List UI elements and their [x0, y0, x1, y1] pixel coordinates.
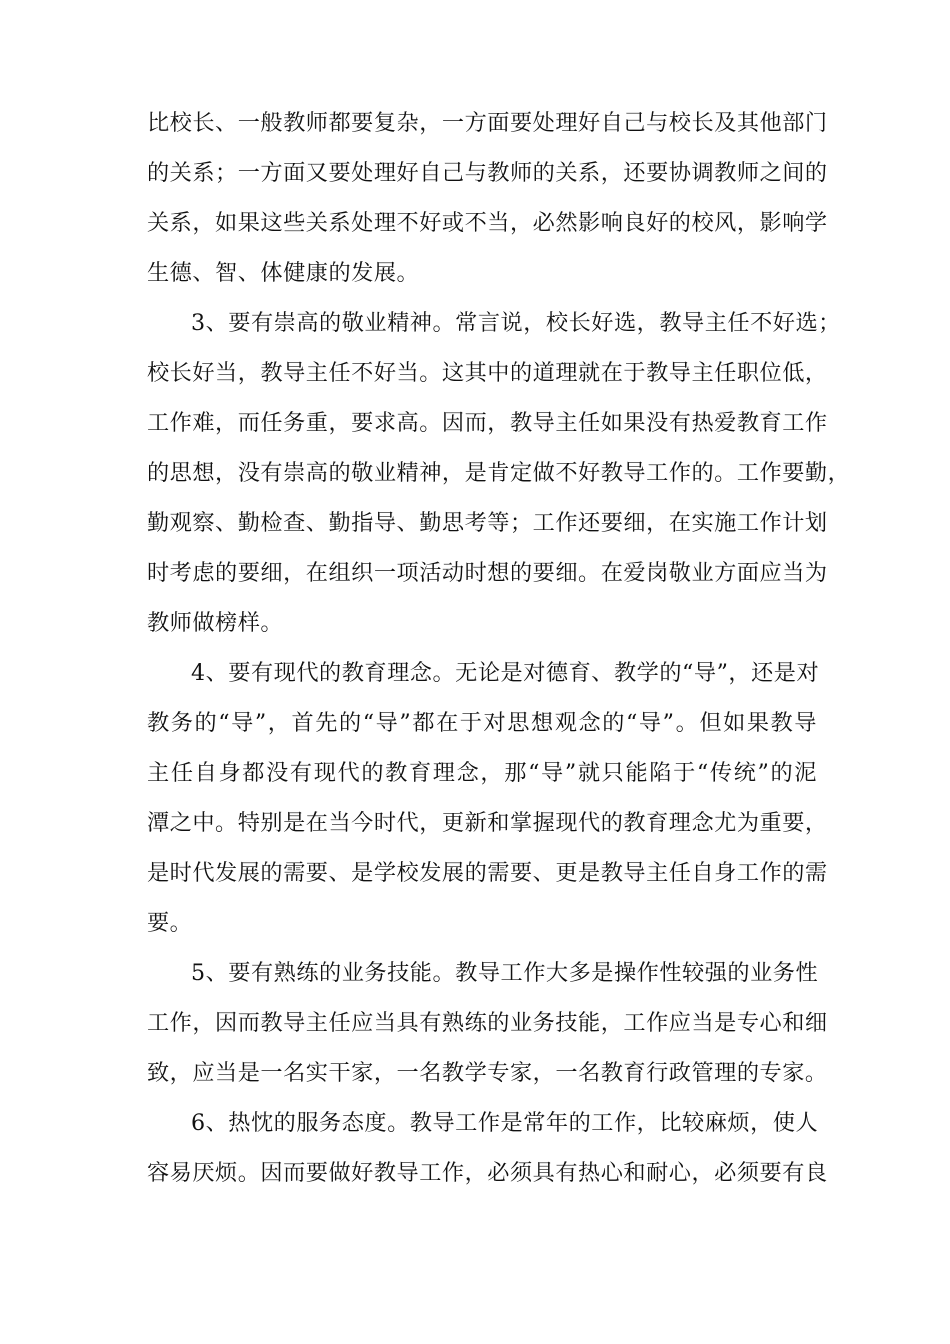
text-line: 工作难，而任务重，要求高。因而，教导主任如果没有热爱教育工作 [147, 410, 828, 436]
text-line: 教务的“导”，首先的“导”都在于对思想观念的“导”。但如果教导 [147, 710, 817, 736]
text-line: 容易厌烦。因而要做好教导工作，必须具有热心和耐心，必须要有良 [147, 1160, 828, 1186]
text-line: 关系，如果这些关系处理不好或不当，必然影响良好的校风，影响学 [147, 210, 828, 236]
text-line: 是时代发展的需要、是学校发展的需要、更是教导主任自身工作的需 [147, 860, 828, 886]
text-line: 致，应当是一名实干家，一名教学专家，一名教育行政管理的专家。 [147, 1060, 828, 1086]
text-line: 工作，因而教导主任应当具有熟练的业务技能，工作应当是专心和细 [147, 1010, 828, 1036]
text-line: 3、要有崇高的敬业精神。常言说，校长好选，教导主任不好选； [191, 310, 841, 336]
text-line: 时考虑的要细，在组织一项活动时想的要细。在爱岗敬业方面应当为 [147, 560, 828, 586]
text-line: 潭之中。特别是在当今时代，更新和掌握现代的教育理念尤为重要， [147, 810, 828, 836]
text-line: 主任自身都没有现代的教育理念，那“导”就只能陷于“传统”的泥 [147, 760, 817, 786]
text-line: 教师做榜样。 [147, 610, 284, 636]
text-line: 5、要有熟练的业务技能。教导工作大多是操作性较强的业务性 [191, 960, 819, 986]
text-line: 的关系；一方面又要处理好自己与教师的关系，还要协调教师之间的 [147, 160, 828, 186]
text-line: 校长好当，教导主任不好当。这其中的道理就在于教导主任职位低， [147, 360, 828, 386]
text-line: 生德、智、体健康的发展。 [147, 260, 420, 286]
text-line: 的思想，没有崇高的敬业精神，是肯定做不好教导工作的。工作要勤， [147, 460, 851, 486]
text-line: 4、要有现代的教育理念。无论是对德育、教学的“导”，还是对 [191, 660, 820, 686]
body-text [147, 98, 851, 1198]
text-line: 要。 [147, 910, 193, 936]
text-line: 勤观察、勤检查、勤指导、勤思考等；工作还要细，在实施工作计划 [147, 510, 828, 536]
text-line: 比校长、一般教师都要复杂，一方面要处理好自己与校长及其他部门 [147, 110, 828, 136]
text-line: 6、热忱的服务态度。教导工作是常年的工作，比较麻烦，使人 [191, 1110, 819, 1136]
